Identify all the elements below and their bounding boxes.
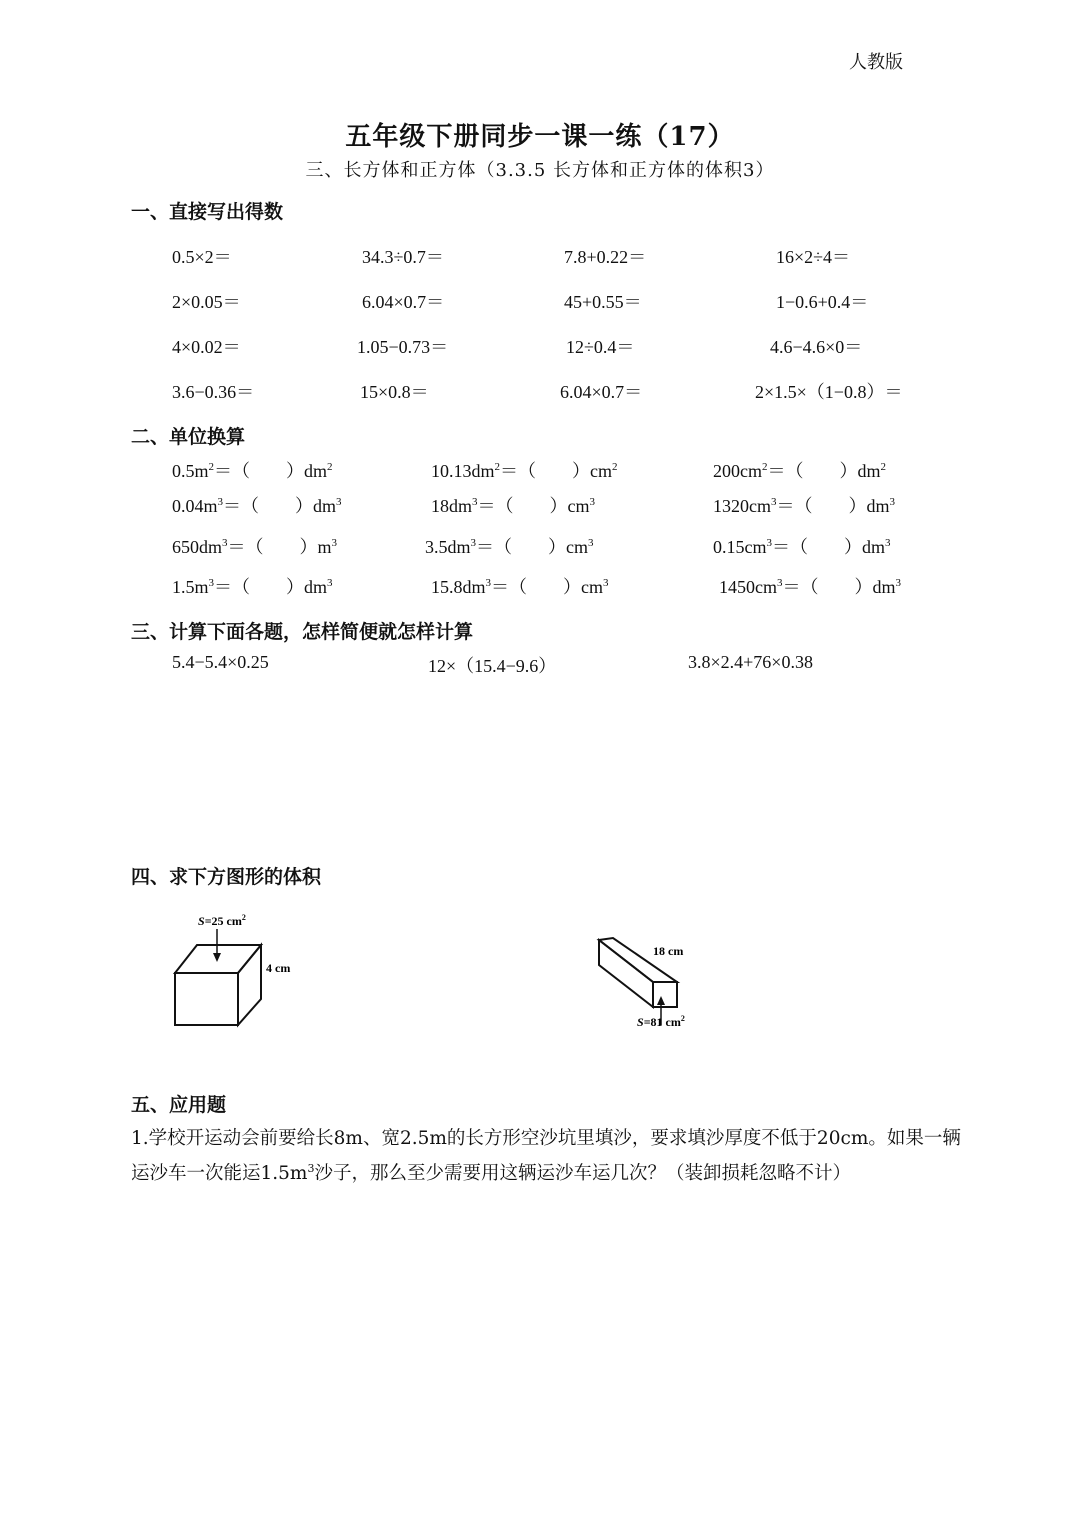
calc-item: 15×0.8＝ (360, 382, 429, 402)
calc-item: 16×2÷4＝ (776, 247, 851, 267)
cube-area-label: S=25 $cm^2$ (198, 913, 246, 928)
section-2-heading: 二、单位换算 (131, 426, 246, 448)
calc-item: 2×0.05＝ (172, 292, 241, 312)
calc-item: 34.3÷0.7＝ (362, 247, 444, 267)
prism-end-face (653, 982, 677, 1007)
conversion-item: $200cm^2=$（ ）$dm^2$ (713, 461, 887, 481)
calc-item: 4×0.02＝ (172, 337, 241, 357)
answer-blank[interactable] (264, 537, 300, 557)
arrow-head (657, 996, 665, 1005)
answer-blank[interactable] (804, 461, 840, 481)
conversion-item: $10.13dm^2=$（ ）$cm^2$ (431, 461, 618, 481)
answer-blank[interactable] (250, 461, 286, 481)
conversion-item: $3.5dm^3=$（ ）$cm^3$ (425, 537, 594, 557)
word-problem: 1.学校开运动会前要给长8m、宽2.5m的长方形空沙坑里填沙，要求填沙厚度不低于20cm。如果一辆运沙车一次能运$1.5m^3$沙子，那么至少需要用这辆运沙车运几次？（装卸损耗忽略不计） (131, 1128, 961, 1184)
answer-blank[interactable] (536, 461, 572, 481)
prism-figure (585, 925, 715, 1040)
section-5-heading: 五、应用题 (131, 1094, 227, 1116)
page-title: 五年级下册同步一课一练（17） (345, 122, 735, 152)
prism-side-face (599, 940, 653, 1007)
section-3-heading: 三、计算下面各题，怎样简便就怎样计算 (131, 621, 474, 643)
cube-side-face (238, 945, 261, 1025)
calc-expression: 12×（15.4−9.6） (428, 656, 557, 676)
answer-blank[interactable] (259, 496, 295, 516)
cube-figure (160, 905, 320, 1035)
answer-blank[interactable] (808, 537, 844, 557)
conversion-item: $0.15cm^3=$（ ）$dm^3$ (713, 537, 891, 557)
conversion-item: $1.5m^3=$（ ）$dm^3$ (172, 577, 333, 597)
section-1-heading: 一、直接写出得数 (131, 201, 284, 223)
cube-height-label: 4 cm (266, 961, 291, 975)
conversion-item: $15.8dm^3=$（ ）$cm^3$ (431, 577, 609, 597)
calc-item: 6.04×0.7＝ (560, 382, 643, 402)
calc-expression: 5.4−5.4×0.25 (172, 652, 269, 672)
calc-item: 0.5×2＝ (172, 247, 232, 267)
prism-area-label: S=81 $cm^2$ (637, 1014, 685, 1029)
calc-item: 1.05−0.73＝ (357, 337, 449, 357)
calc-item: 3.6−0.36＝ (172, 382, 255, 402)
section-4-heading: 四、求下方图形的体积 (131, 866, 322, 888)
calc-item: 2×1.5×（1−0.8）＝ (755, 382, 903, 402)
prism-length-label: 18 cm (653, 944, 684, 958)
answer-blank[interactable] (527, 577, 563, 597)
calc-item: 45+0.55＝ (564, 292, 642, 312)
answer-blank[interactable] (512, 537, 548, 557)
cube-front-face (175, 973, 238, 1025)
answer-blank[interactable] (819, 577, 855, 597)
calc-item: 6.04×0.7＝ (362, 292, 445, 312)
calc-item: 1−0.6+0.4＝ (776, 292, 869, 312)
conversion-item: $18dm^3=$（ ）$cm^3$ (431, 496, 596, 516)
conversion-item: $1450cm^3=$（ ）$dm^3$ (719, 577, 902, 597)
answer-blank[interactable] (250, 577, 286, 597)
conversion-item: $1320cm^3=$（ ）$dm^3$ (713, 496, 896, 516)
arrow-head (213, 953, 221, 962)
calc-item: 7.8+0.22＝ (564, 247, 647, 267)
conversion-item: $0.5m^2=$（ ）$dm^2$ (172, 461, 333, 481)
calc-item: 12÷0.4＝ (566, 337, 635, 357)
edition-label: 人教版 (849, 52, 903, 73)
conversion-item: $0.04m^3=$（ ）$dm^3$ (172, 496, 342, 516)
conversion-item: $650dm^3=$（ ）$m^3$ (172, 537, 338, 557)
answer-blank[interactable] (514, 496, 550, 516)
answer-blank[interactable] (813, 496, 849, 516)
page-subtitle: 三、长方体和正方体（3.3.5 长方体和正方体的体积3） (305, 160, 775, 181)
calc-expression: 3.8×2.4+76×0.38 (688, 652, 813, 672)
calc-item: 4.6−4.6×0＝ (770, 337, 863, 357)
